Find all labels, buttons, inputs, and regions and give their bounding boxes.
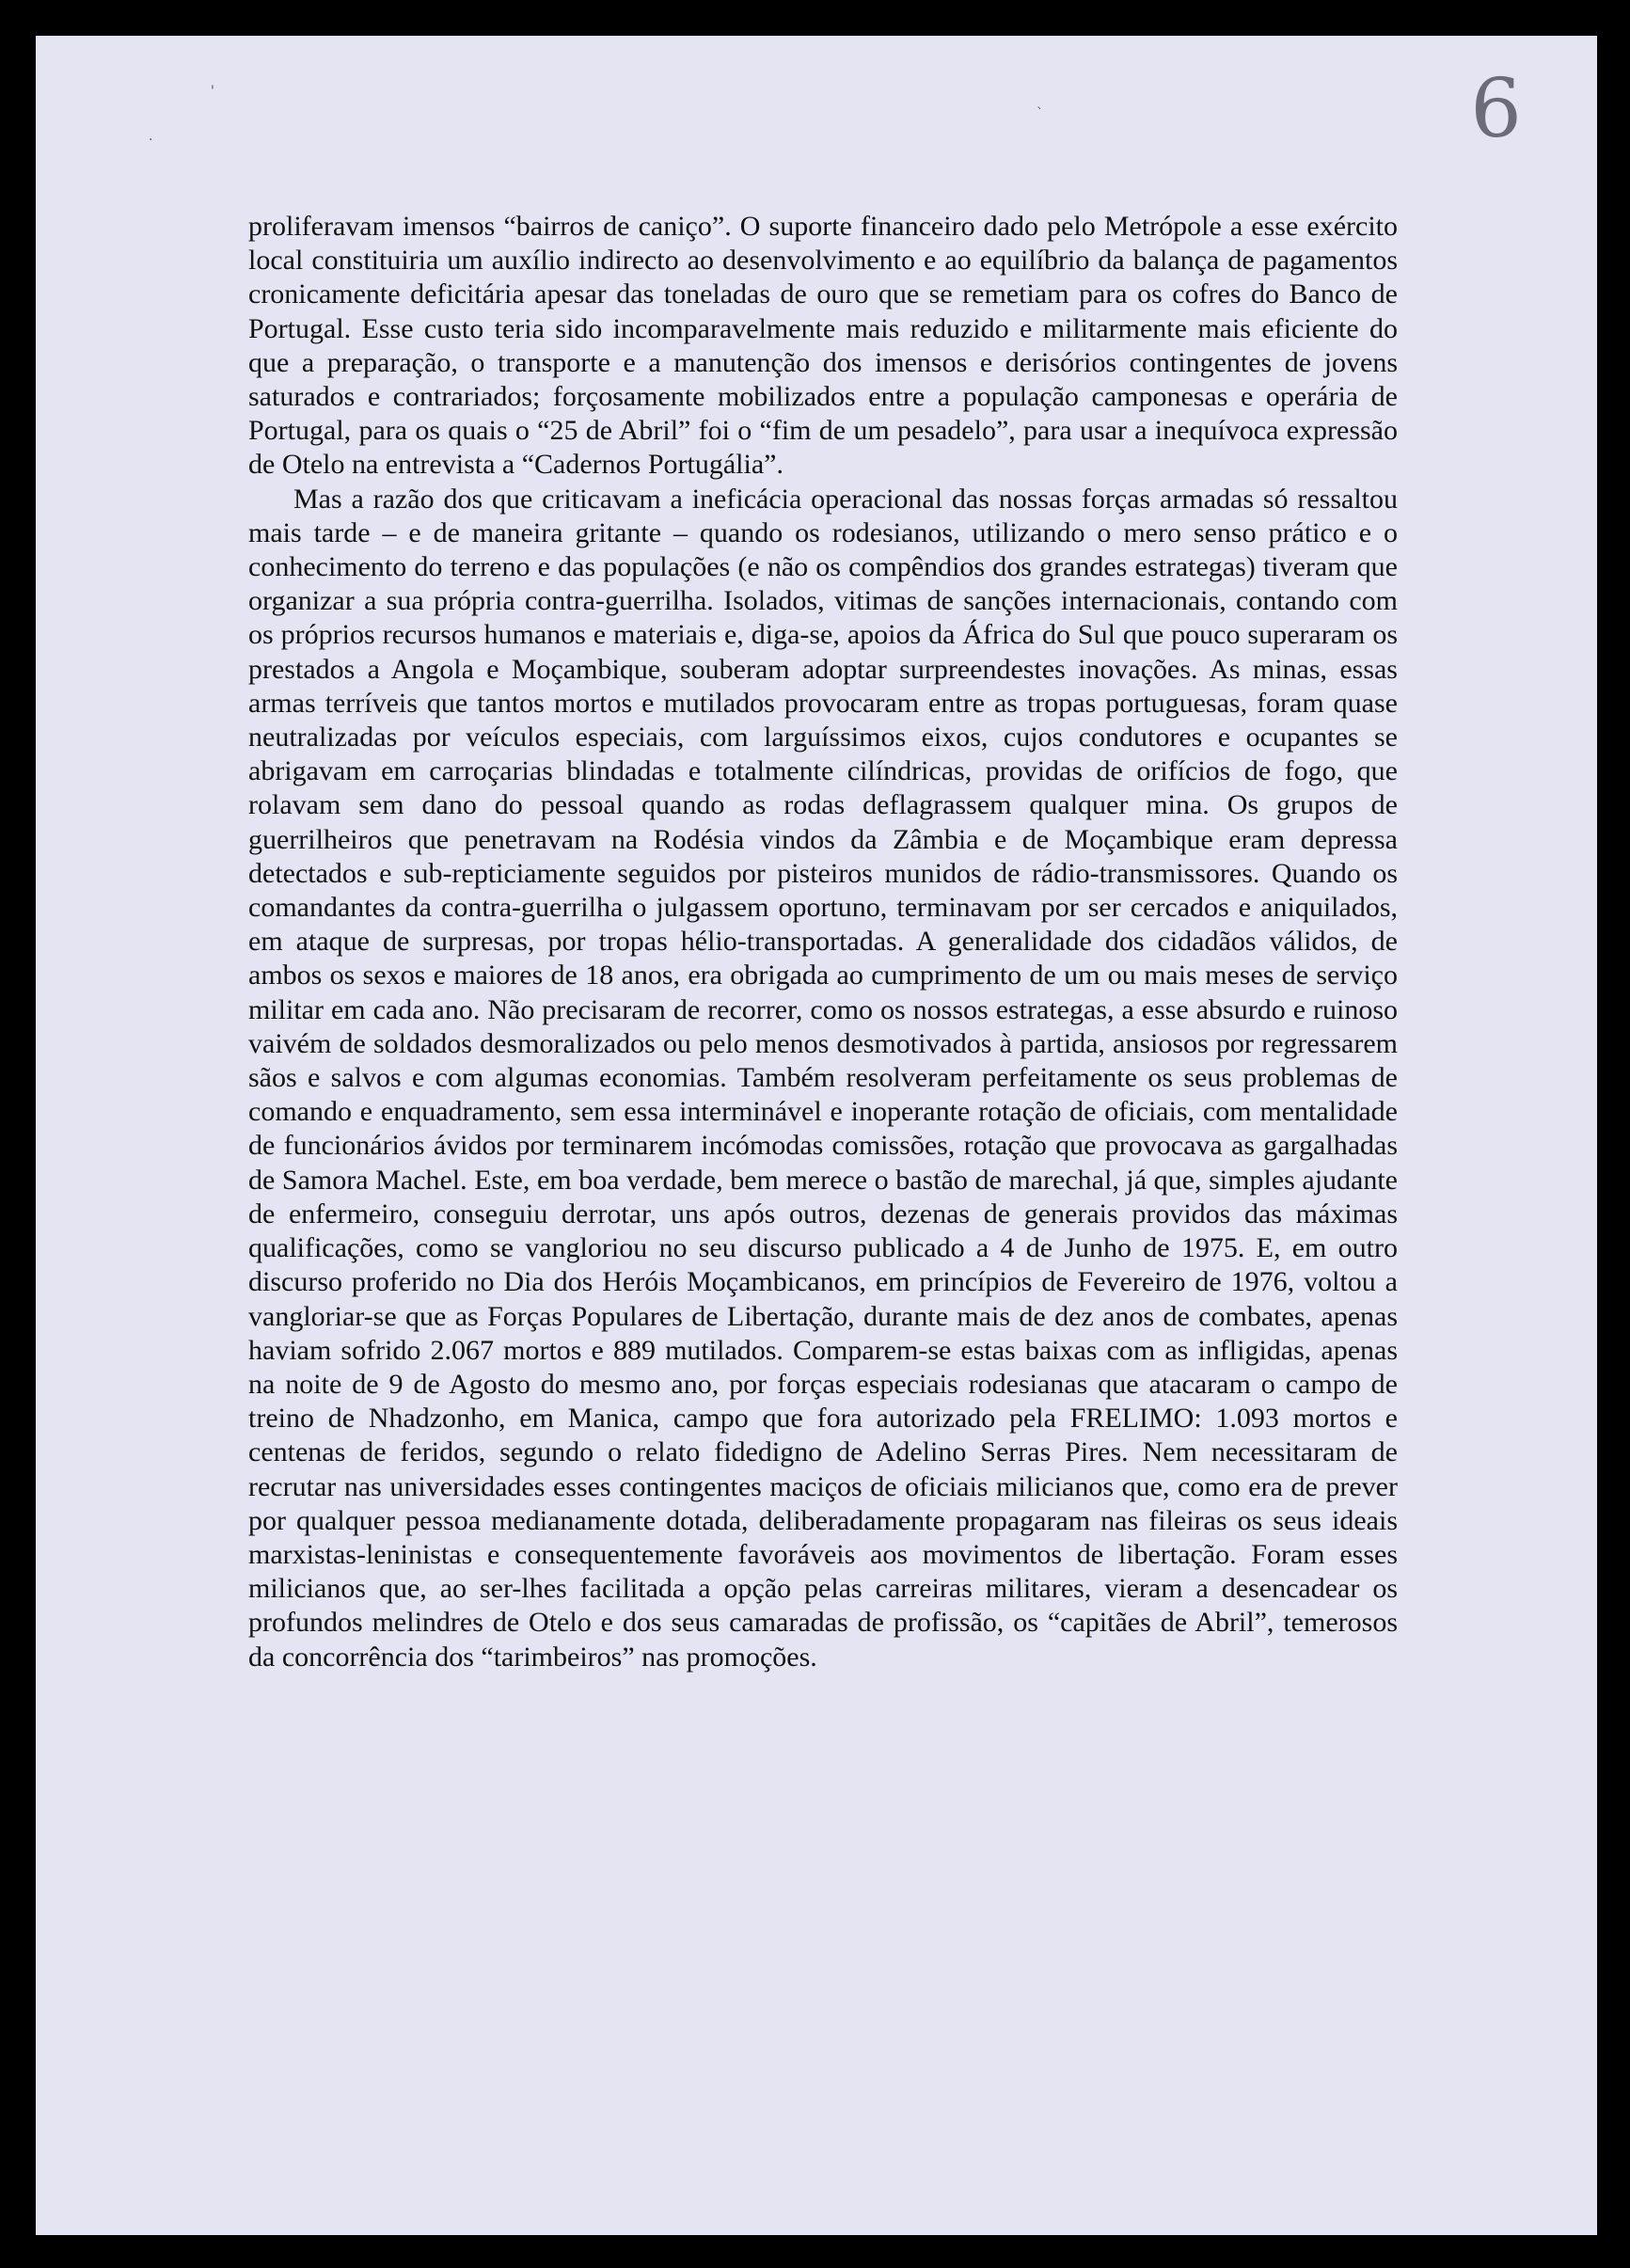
scan-speck: ` <box>1037 106 1043 121</box>
scan-speck: . <box>149 129 153 144</box>
paragraph-1: proliferavam imensos “bairros de caniço”. O suporte financeiro dado pelo Metrópole a esse exército local constituiria um auxílio indirecto ao desenvolvimento e ao equilíbrio da balança de pagamentos cronicamente deficitária apesar das toneladas de ouro que se remetiam para os cofres do Banco de Portugal. Esse custo teria sido incomparavelmente mais reduzido e militarmente mais eficiente do que a preparação, o transporte e a manutenção dos imensos e derisórios contingentes de jovens saturados e contrariados; forçosamente mobilizados entre a população camponesas e operária de Portugal, para os quais o “25 de Abril” foi o “fim de um pesadelo”, para usar a inequívoca expressão de Otelo na entrevista a “Cadernos Portugália”. <box>248 211 1398 481</box>
handwritten-page-number: 6 <box>1470 62 1522 156</box>
body-text <box>248 210 1398 1674</box>
scan-speck: ' <box>211 84 214 99</box>
paragraph-2: Mas a razão dos que criticavam a ineficácia operacional das nossas forças armadas só ressaltou mais tarde – e de maneira gritante – quando os rodesianos, utilizando o mero senso prático e o conhecimento do terreno e das populações (e não os compêndios dos grandes estrategas) tiveram que organizar a sua própria contra-guerrilha. Isolados, vitimas de sanções internacionais, contando com os próprios recursos humanos e materiais e, diga-se, apoios da África do Sul que pouco superaram os prestados a Angola e Moçambique, souberam adoptar surpreendestes inovações. As minas, essas armas terríveis que tantos mortos e mutilados provocaram entre as tropas portuguesas, foram quase neutralizadas por veículos especiais, com larguíssimos eixos, cujos condutores e ocupantes se abrigavam em carroçarias blindadas e totalmente cilíndricas, providas de orifícios de fogo, que rolavam sem dano do pessoal quando as rodas deflagrassem qualquer mina. Os grupos de guerrilheiros que penetravam na Rodésia vindos da Zâmbia e de Moçambique eram depressa detectados e sub-repticiamente seguidos por pisteiros munidos de rádio-transmissores. Quando os comandantes da contra-guerrilha o julgassem oportuno, terminavam por ser cercados e aniquilados, em ataque de surpresas, por tropas hélio-transportadas. A generalidade dos cidadãos válidos, de ambos os sexos e maiores de 18 anos, era obrigada ao cumprimento de um ou mais meses de serviço militar em cada ano. Não precisaram de recorrer, como os nossos estrategas, a esse absurdo e ruinoso vaivém de soldados desmoralizados ou pelo menos desmotivados à partida, ansiosos por regressarem sãos e salvos e com algumas economias. Também resolveram perfeitamente os seus problemas de comando e enquadramento, sem essa interminável e inoperante rotação de oficiais, com mentalidade de funcionários ávidos por terminarem incómodas comissões, rotação que provocava as gargalhadas de Samora Machel. Este, em boa verdade, bem merece o bastão de marechal, já que, simples ajudante de enfermeiro, conseguiu derrotar, uns após outros, dezenas de generais providos das máximas qualificações, como se vangloriou no seu discurso publicado a 4 de Junho de 1975. E, em outro discurso proferido no Dia dos Heróis Moçambicanos, em princípios de Fevereiro de 1976, voltou a vangloriar-se que as Forças Populares de Libertação, durante mais de dez anos de combates, apenas haviam sofrido 2.067 mortos e 889 mutilados. Comparem-se estas baixas com as infligidas, apenas na noite de 9 de Agosto do mesmo ano, por forças especiais rodesianas que atacaram o campo de treino de Nhadzonho, em Manica, campo que fora autorizado pela FRELIMO: 1.093 mortos e centenas de feridos, segundo o relato fidedigno de Adelino Serras Pires. Nem necessitaram de recrutar nas universidades esses contingentes maciços de oficiais milicianos que, como era de prever por qualquer pessoa medianamente dotada, deliberadamente propagaram nas fileiras os seus ideais marxistas-leninistas e consequentemente favoráveis aos movimentos de libertação. Foram esses milicianos que, ao ser-lhes facilitada a opção pelas carreiras militares, vieram a desencadear os profundos melindres de Otelo e dos seus camaradas de profissão, os “capitães de Abril”, temerosos da concorrência dos “tarimbeiros” nas promoções. <box>248 483 1398 1673</box>
document-page <box>36 36 1597 2235</box>
